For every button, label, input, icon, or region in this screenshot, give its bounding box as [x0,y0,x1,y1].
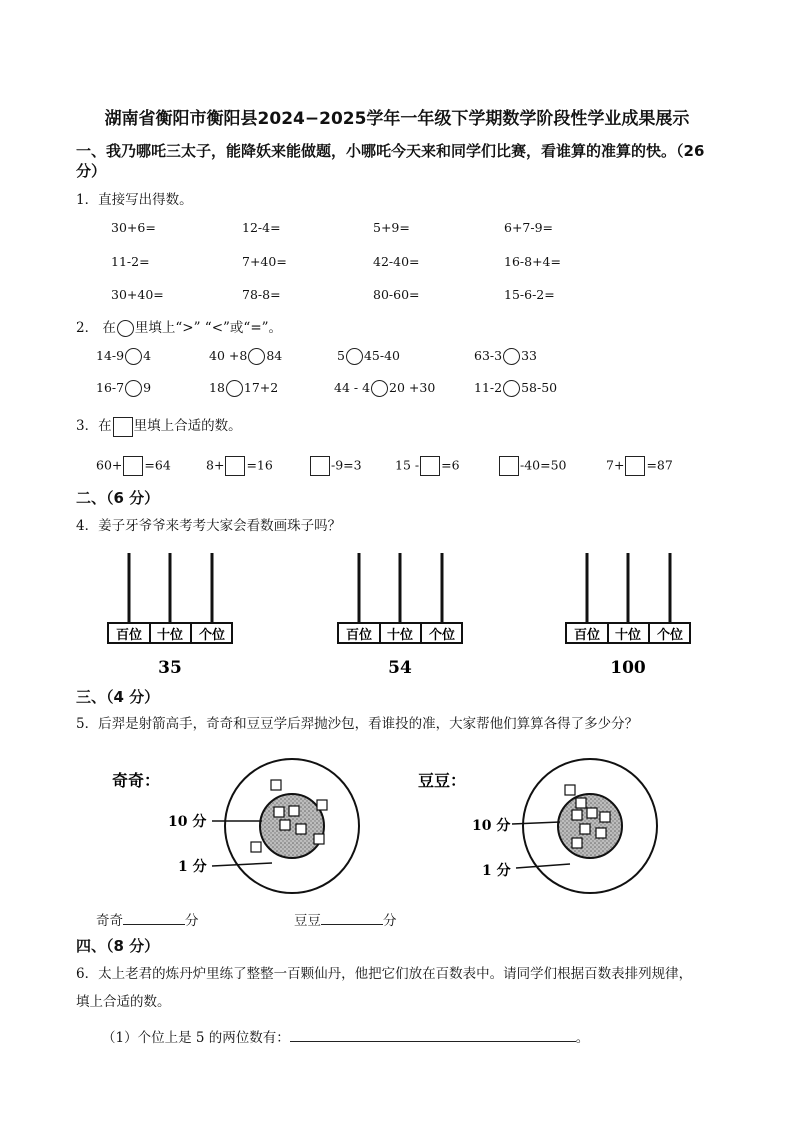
answer-circle[interactable] [125,348,142,365]
answer-box[interactable] [625,456,645,476]
compare-item: 16-7 9 [96,380,152,395]
place-label: 百位 [573,628,601,643]
box-icon [113,417,133,437]
place-label: 百位 [115,628,143,643]
place-label: 十位 [156,628,184,643]
section4-heading: 四、（8 分） [76,937,160,955]
fill-item: -9=3 [309,456,362,476]
answer-circle[interactable] [503,348,520,365]
exercise: 42-40= [373,254,420,269]
q6-text: 6．太上老君的炼丹炉里练了整整一百颗仙丹，他把它们放在百数表中。请同学们根据百数表排列规律， [76,966,693,982]
answer-box[interactable] [499,456,519,476]
place-label: 个位 [428,628,456,643]
exercise: 5+9= [373,220,410,235]
player-label: 豆豆： [418,771,467,790]
q6-sub1: （1）个位上是 5 的两位数有： 。 [102,1030,590,1046]
answer-box[interactable] [225,456,245,476]
place-label: 十位 [386,628,414,643]
abacus-35 [104,548,236,680]
q6-text-cont: 填上合适的数。 [76,994,171,1010]
q4-label: 4．姜子牙爷爷来考考大家会看数画珠子吗？ [76,518,342,534]
abacus-54 [334,548,466,680]
q2-label-post: 里填上“>” “<”或“=”。 [134,320,283,336]
compare-item: 44 - 4 20 +30 [334,380,436,395]
answer-circle[interactable] [226,380,243,397]
answer-circle[interactable] [248,348,265,365]
abacus-number: 35 [158,658,182,678]
inner-score-label: 10 分 [168,814,207,830]
fill-item: 60+ =64 [96,456,171,476]
outer-score-label: 1 分 [178,859,207,875]
answer-circle[interactable] [371,380,388,397]
exercise: 15-6-2= [504,287,555,302]
compare-item: 14-9 4 [96,348,152,363]
fill-item: -40=50 [498,456,567,476]
compare-item: 40 +8 84 [209,348,283,363]
inner-ring [260,794,324,858]
section1-heading-cont: 分） [76,162,107,180]
compare-item: 63-3 33 [474,348,537,363]
exercise: 12-4= [242,220,281,235]
compare-item: 18 17+2 [209,380,279,395]
inner-score-label: 10 分 [472,818,511,834]
abacus-number: 54 [388,658,412,678]
section2-heading: 二、（6 分） [76,489,160,507]
compare-item: 5 45-40 [337,348,400,363]
q2-label [76,316,282,337]
section3-heading: 三、（4 分） [76,688,160,706]
exercise: 78-8= [242,287,281,302]
answer-line[interactable] [290,1041,576,1042]
abacus-100 [562,548,694,680]
q3-label: 3．在 里填上合适的数。 [76,414,242,437]
exercise: 16-8+4= [504,254,561,269]
place-label: 个位 [198,628,226,643]
answer-qiqi: 奇奇 分 [96,913,199,929]
player-label: 奇奇： [112,771,161,790]
fill-item: 7+ =87 [606,456,673,476]
place-label: 百位 [345,628,373,643]
fill-item: 8+ =16 [206,456,273,476]
place-label: 十位 [614,628,642,643]
compare-circle-icon [117,320,134,337]
answer-doudou: 豆豆 分 [294,913,397,929]
compare-item: 11-2 58-50 [474,380,558,395]
page-title: 湖南省衡阳市衡阳县2024−2025学年一年级下学期数学阶段性学业成果展示 [104,109,690,129]
answer-circle[interactable] [346,348,363,365]
q5-label: 5．后羿是射箭高手，奇奇和豆豆学后羿抛沙包，看谁投的准，大家帮他们算算各得了多少分？ [76,716,639,732]
place-label: 个位 [656,628,684,643]
answer-box[interactable] [310,456,330,476]
outer-score-label: 1 分 [482,863,511,879]
exercise: 30+40= [111,287,164,302]
answer-blank[interactable] [123,924,185,925]
answer-blank[interactable] [321,924,383,925]
fill-item: 15 - =6 [395,456,460,476]
exercise: 6+7-9= [504,220,554,235]
answer-box[interactable] [123,456,143,476]
section1-heading: 一、我乃哪吒三太子，能降妖来能做题，小哪吒今天来和同学们比赛，看谁算的准算的快。（26 [76,142,705,160]
target-qiqi [104,758,374,898]
exercise: 7+40= [242,254,287,269]
exercise: 11-2= [111,254,150,269]
abacus-number: 100 [610,658,646,678]
exercise: 80-60= [373,287,420,302]
answer-circle[interactable] [503,380,520,397]
target-doudou [410,758,670,898]
answer-circle[interactable] [125,380,142,397]
answer-box[interactable] [420,456,440,476]
exercise: 30+6= [111,220,156,235]
q1-label: 1．直接写出得数。 [76,192,193,208]
q2-label-pre: 2． 在 [76,320,116,336]
